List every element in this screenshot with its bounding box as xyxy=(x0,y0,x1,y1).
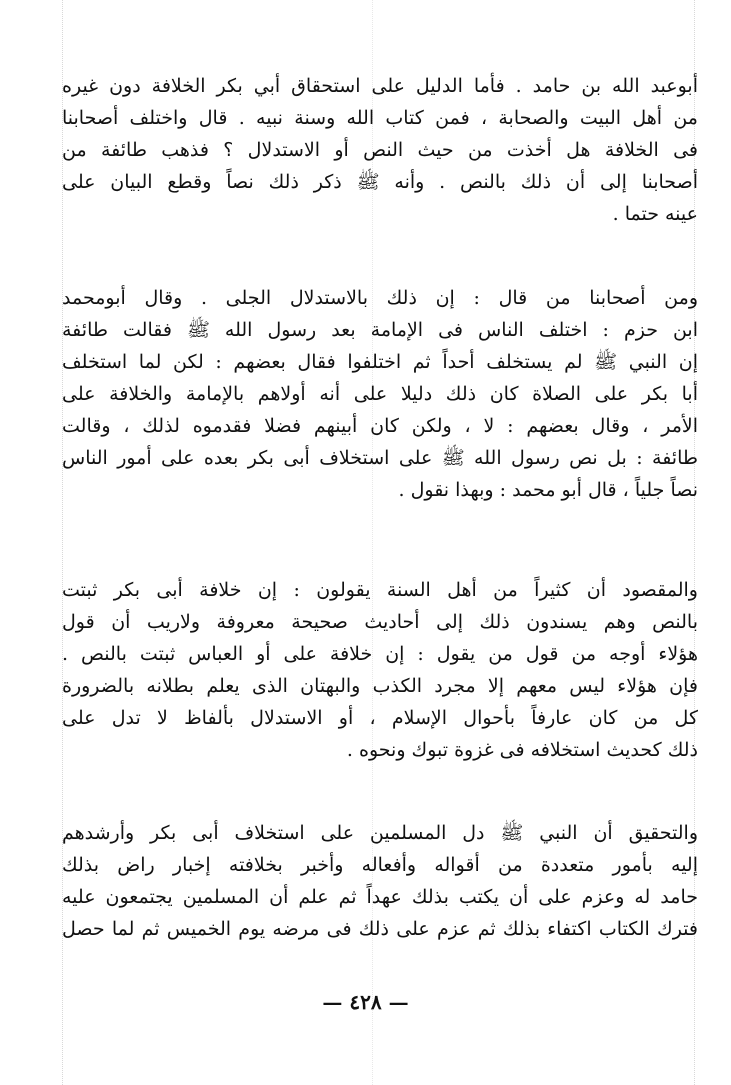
text-line: فإن هؤلاء ليس معهم إلا مجرد الكذب والبهتان الذى يعلم بطلانه بالضرورة xyxy=(62,675,698,697)
text-line: ابن حزم : اختلف الناس فى الإمامة بعد رسول الله ﷺ فقالت طائفة xyxy=(62,319,698,341)
text-line: بالنص وهم يسندون ذلك إلى أحاديث صحيحة معروفة ولاريب أن قول xyxy=(62,611,698,633)
text-line: نصاً جلياً ، قال أبو محمد : وبهذا نقول . xyxy=(398,479,698,501)
text-line: إن النبي ﷺ لم يستخلف أحداً ثم اختلفوا فقال بعضهم : لكن لما استخلف xyxy=(62,351,698,373)
text-line: الأمر ، وقال بعضهم : لا ، ولكن كان أبينهم فضلا فقدموه لذلك ، وقالت xyxy=(62,415,698,437)
text-line: فى الخلافة هل أخذت من حيث النص أو الاستدلال ؟ فذهب طائفة من xyxy=(62,139,698,161)
text-line: أصحابنا إلى أن ذلك بالنص . وأنه ﷺ ذكر ذلك نصاً وقطع البيان على xyxy=(62,171,698,193)
text-line: فترك الكتاب اكتفاء بذلك ثم عزم على ذلك فى مرضه يوم الخميس ثم لما حصل xyxy=(62,918,698,940)
text-line: أبا بكر على الصلاة كان ذلك دليلا على أنه أولاهم بالإمامة والخلافة على xyxy=(62,383,698,405)
paragraph-2 xyxy=(62,282,698,506)
text-line: ومن أصحابنا من قال : إن ذلك بالاستدلال الجلى . وقال أبومحمد xyxy=(62,287,698,309)
text-line: والمقصود أن كثيراً من أهل السنة يقولون : إن خلافة أبى بكر ثبتت xyxy=(62,579,698,601)
text-line: هؤلاء أوجه من قول من يقول : إن خلافة على أو العباس ثبتت بالنص . xyxy=(62,643,698,665)
paragraph-1 xyxy=(62,70,698,230)
text-line: طائفة : بل نص رسول الله ﷺ على استخلاف أبى بكر بعده على أمور الناس xyxy=(62,447,698,469)
paragraph-3 xyxy=(62,574,698,766)
text-line: من أهل البيت والصحابة ، فمن كتاب الله وسنة نبيه . قال واختلف أصحابنا xyxy=(62,107,698,129)
text-line: أبوعبد الله بن حامد . فأما الدليل على استحقاق أبي بكر الخلافة دون غيره xyxy=(62,75,698,97)
text-line: عينه حتما . xyxy=(612,203,698,225)
text-line: ذلك كحديث استخلافه فى غزوة تبوك ونحوه . xyxy=(346,739,698,761)
text-line: كل من كان عارفاً بأحوال الإسلام ، أو الاستدلال بألفاظ لا تدل على xyxy=(62,707,698,729)
paragraph-4 xyxy=(62,817,698,945)
text-line: حامد له وعزم على أن يكتب بذلك عهداً ثم علم أن المسلمين يجتمعون عليه xyxy=(62,886,698,908)
text-line: إليه بأمور متعددة من أقواله وأفعاله وأخبر بخلافته إخبار راض بذلك xyxy=(62,854,698,876)
page-number: — ٤٢٨ — xyxy=(322,990,409,1014)
text-line: والتحقيق أن النبي ﷺ دل المسلمين على استخلاف أبى بكر وأرشدهم xyxy=(62,822,698,844)
